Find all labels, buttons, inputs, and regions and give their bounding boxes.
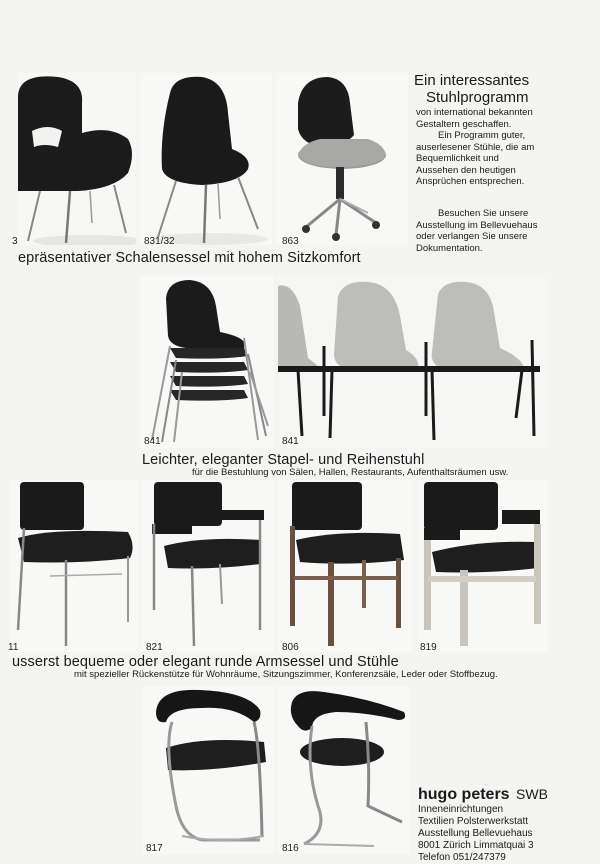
armchair-821-image	[142, 480, 274, 652]
intro-line: von international bekannten	[416, 107, 533, 118]
section1-headline: epräsentativer Schalensessel mit hohem Sitzkomfort	[18, 250, 361, 266]
invite-line: Dokumentation.	[416, 242, 483, 254]
photo-armchair-819	[418, 480, 548, 652]
armchair-11-image	[10, 480, 138, 652]
intro-title-line-2: Stuhlprogramm	[426, 89, 529, 106]
section3-headline: usserst bequeme oder elegant runde Armsessel und Stühle	[12, 654, 399, 670]
intro-line: Gestaltern geschaffen.	[416, 118, 512, 130]
company-line: Ausstellung Bellevuehaus	[418, 828, 533, 839]
photo-armchair-11	[10, 480, 138, 652]
photo-chair-806	[278, 480, 412, 652]
intro-text	[416, 107, 596, 188]
model-number-816: 816	[282, 843, 299, 854]
invite-line: Besuchen Sie unsere	[438, 208, 529, 219]
armchair-shell-image	[18, 73, 136, 245]
model-number-817: 817	[146, 843, 163, 854]
photo-swivel-chair-863	[276, 73, 408, 245]
photo-stacked-chairs-841	[140, 276, 274, 448]
photo-armchair-817	[142, 686, 274, 854]
invite-line: oder verlangen Sie unsere	[416, 231, 528, 242]
intro-line: Ein Programm guter,	[438, 130, 526, 141]
company-brand: hugo peters	[418, 786, 510, 803]
model-number-3: 3	[12, 236, 18, 247]
company-suffix: SWB	[516, 786, 548, 802]
invitation-text	[416, 208, 596, 254]
model-number-841-stack: 841	[144, 436, 161, 447]
model-number-806: 806	[282, 642, 299, 653]
photo-row-chairs-841	[278, 276, 548, 448]
stacked-chairs-image	[140, 276, 274, 448]
model-number-819: 819	[420, 642, 437, 653]
chair-806-image	[278, 480, 412, 652]
section3-subline: mit spezieller Rückenstütze für Wohnräume, Sitzungszimmer, Konferenzsäle, Leder oder Stoffbezug.	[74, 669, 498, 680]
company-line: Textilien Polsterwerkstatt	[418, 816, 529, 827]
model-number-831-32: 831/32	[144, 236, 175, 247]
armchair-819-image	[418, 480, 548, 652]
intro-line: auserlesener Stühle, die am	[416, 141, 535, 153]
intro-line: Ansprüchen entsprechen.	[416, 176, 525, 187]
model-number-821: 821	[146, 642, 163, 653]
model-number-11: 11	[8, 642, 19, 653]
intro-title	[414, 72, 594, 106]
row-chairs-image	[278, 276, 548, 448]
company-address	[418, 804, 598, 864]
company-line: 8001 Zürich Limmatquai 3	[418, 840, 534, 851]
swivel-chair-image	[276, 73, 408, 245]
intro-line: Bequemlichkeit und	[416, 153, 499, 164]
photo-armchair-821	[142, 480, 274, 652]
intro-line: Aussehen den heutigen	[416, 164, 516, 176]
model-number-863: 863	[282, 236, 299, 247]
company-name	[418, 786, 548, 804]
model-number-841-row: 841	[282, 436, 299, 447]
armchair-817-image	[142, 686, 274, 854]
company-line: Telefon 051/247379	[418, 852, 506, 863]
photo-armchair-3	[18, 73, 136, 245]
armchair-816-image	[278, 686, 410, 854]
shell-chair-image	[140, 73, 272, 245]
photo-armchair-816	[278, 686, 410, 854]
photo-shell-chair-831	[140, 73, 272, 245]
invite-line: Ausstellung im Bellevuehaus	[416, 219, 538, 231]
section2-subline: für die Bestuhlung von Sälen, Hallen, Restaurants, Aufenthaltsräumen usw.	[192, 467, 509, 478]
intro-title-line-1: Ein interessantes	[414, 72, 530, 89]
section2-headline: Leichter, eleganter Stapel- und Reihenstuhl	[142, 452, 425, 468]
company-line: Inneneinrichtungen	[418, 804, 504, 815]
